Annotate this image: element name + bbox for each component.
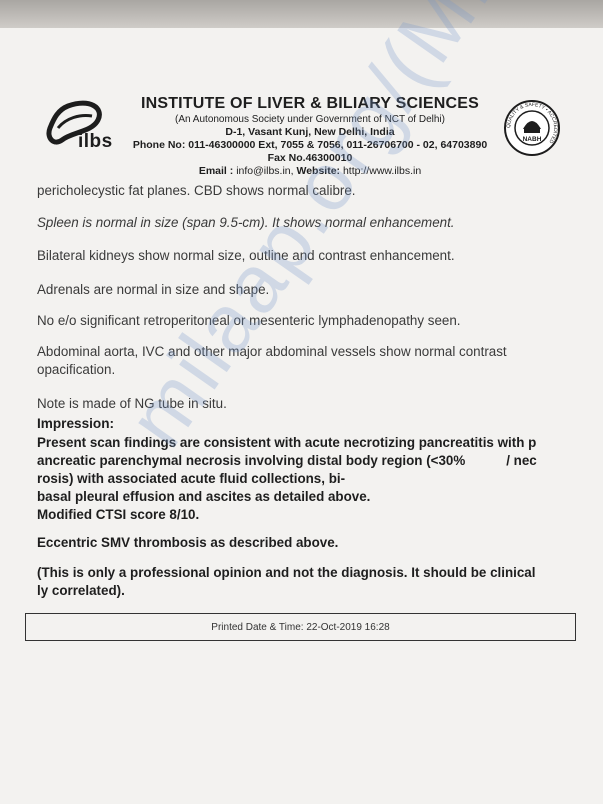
- email-label: Email :: [198, 165, 234, 177]
- disclaimer-line: (This is only a professional opinion and not the diagnosis. It should be clinical: [37, 565, 536, 580]
- institute-phone: Phone No: 011-46300000 Ext, 7055 & 7056, 011-26706700 - 02, 64703890: [132, 139, 488, 151]
- report-line: Abdominal aorta, IVC and other major abdominal vessels show normal contrast opacification.: [37, 344, 507, 377]
- report-line: Spleen is normal in size (span 9.5-cm). It shows normal enhancement.: [37, 215, 455, 230]
- seal-ring-text: QUALITY & SAFETY • ACCREDITED: [505, 101, 559, 145]
- email-value: info@ilbs.in,: [236, 165, 294, 177]
- impression-line: Modified CTSI score 8/10.: [37, 507, 200, 522]
- report-line: Note is made of NG tube in situ.: [37, 396, 227, 411]
- report-line: No e/o significant retroperitoneal or mesenteric lymphadenopathy seen.: [37, 313, 461, 328]
- impression-text: [37, 434, 577, 524]
- report-line: Bilateral kidneys show normal size, outline and contrast enhancement.: [37, 248, 455, 263]
- impression-line: basal pleural effusion and ascites as detailed above.: [37, 489, 371, 504]
- impression-line: Present scan findings are consistent with acute necrotizing pancreatitis with p: [37, 435, 537, 450]
- ilbs-logo-text: ilbs: [78, 131, 113, 152]
- website-value: http://www.ilbs.in: [342, 165, 422, 177]
- institute-name: INSTITUTE OF LIVER & BILIARY SCIENCES: [140, 95, 480, 112]
- institute-address: D-1, Vasant Kunj, New Delhi, India: [225, 126, 395, 138]
- institute-subtitle: (An Autonomous Society under Government of NCT of Delhi): [175, 114, 445, 125]
- impression-line: rosis) with associated acute fluid collections, bi-: [37, 471, 346, 486]
- nabh-seal-icon: [503, 99, 561, 157]
- report-line: Adrenals are normal in size and shape.: [37, 282, 270, 297]
- printed-box: [25, 613, 576, 641]
- photo-top-edge: [0, 0, 603, 28]
- report-line: pericholecystic fat planes. CBD shows normal calibre.: [37, 183, 356, 198]
- website-label: Website:: [296, 165, 341, 177]
- impression-line: ancreatic parenchymal necrosis involving distal body region (<30% / nec: [37, 453, 537, 468]
- printed-date: Printed Date & Time: 22-Oct-2019 16:28: [211, 622, 390, 633]
- disclaimer-line: ly correlated).: [37, 583, 125, 598]
- institute-fax: Fax No.46300010: [267, 152, 353, 164]
- seal-text: NABH: [522, 136, 542, 143]
- disclaimer: [37, 564, 577, 600]
- impression-heading: Impression:: [37, 416, 115, 431]
- smv-finding: Eccentric SMV thrombosis as described above.: [37, 535, 339, 550]
